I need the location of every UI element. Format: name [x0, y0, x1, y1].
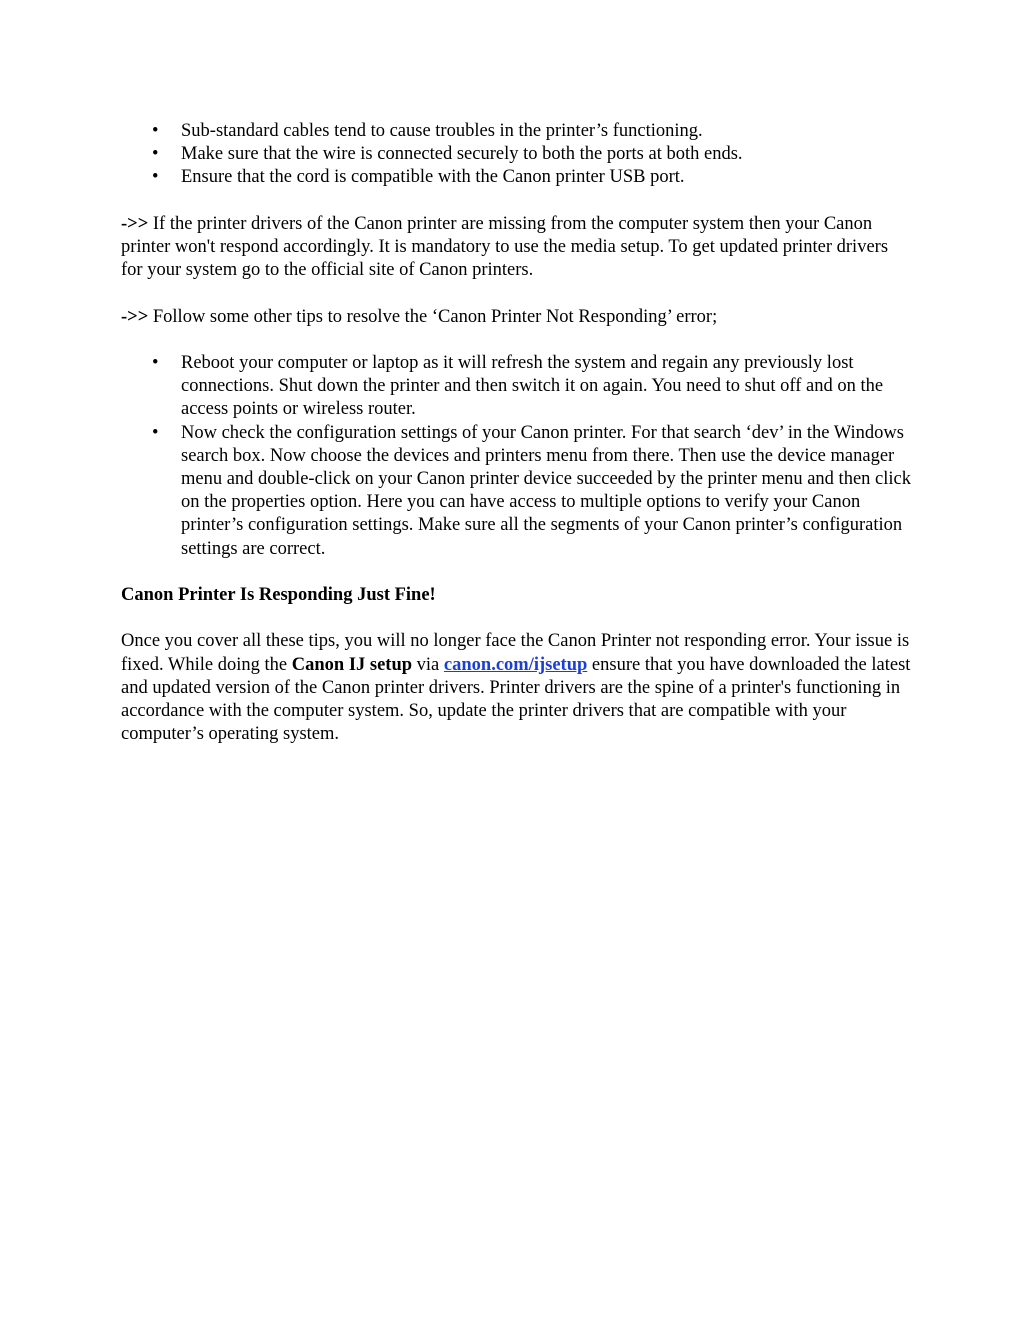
- canon-ijsetup-link[interactable]: canon.com/ijsetup: [443, 654, 588, 675]
- resolution-tips-list: [121, 352, 911, 561]
- list-item: [121, 166, 911, 189]
- list-item-text: Make sure that the wire is connected securely to both the ports at both ends.: [181, 144, 743, 165]
- paragraph-text: Follow some other tips to resolve the ‘Canon Printer Not Responding’ error;: [148, 306, 718, 327]
- bullet-icon: •: [152, 422, 159, 443]
- paragraph-text: Once you cover all these tips, you will no longer face the Canon Printer not responding error. Your issue is fixed. While doing the: [121, 631, 910, 675]
- list-item: [121, 120, 911, 143]
- drivers-paragraph: [121, 213, 911, 283]
- arrow-marker: ->>: [121, 306, 149, 327]
- section-heading: Canon Printer Is Responding Just Fine!: [121, 585, 436, 605]
- arrow-marker: ->>: [121, 213, 149, 234]
- list-item-text: Sub-standard cables tend to cause troubles in the printer’s functioning.: [181, 121, 703, 141]
- paragraph-text: If the printer drivers of the Canon printer are missing from the computer system then your Canon printer won't respond accordingly. It is mandatory to use the media setup. To get updated printer drivers for your system go to the official site of Canon printers.: [121, 213, 889, 281]
- list-item-text: Ensure that the cord is compatible with the Canon printer USB port.: [181, 167, 685, 188]
- bullet-icon: •: [152, 167, 159, 188]
- list-item: [121, 422, 911, 561]
- bullet-icon: •: [152, 121, 159, 141]
- conclusion-paragraph: [121, 630, 911, 746]
- bullet-icon: •: [152, 144, 159, 165]
- tips-intro-paragraph: [121, 306, 911, 329]
- list-item-text: Reboot your computer or laptop as it will refresh the system and regain any previously lost connections. Shut down the printer and then switch it on again. You need to shut off and on the access points or wireless router.: [181, 352, 884, 420]
- paragraph-text: via: [412, 654, 444, 675]
- paragraph-text: ensure that you have downloaded the latest and updated version of the Canon printer drivers. Printer drivers are the spine of a printer's functioning in accordance with the computer system. So, update the printer drivers that are compatible with your computer’s operating system.: [121, 654, 911, 745]
- list-item: [121, 143, 911, 166]
- list-item: [121, 352, 911, 422]
- list-item-text: Now check the configuration settings of your Canon printer. For that search ‘dev’ in the Windows search box. Now choose the devices and printers menu from there. Then use the device manager menu and double-click on your Canon printer device succeeded by the printer menu and then click on the properties option. Here you can have access to multiple options to verify your Canon printer’s configuration settings. Make sure all the segments of your Canon printer’s configuration settings are correct.: [181, 422, 911, 559]
- canon-ij-setup-bold: Canon IJ setup: [291, 654, 413, 675]
- bullet-icon: •: [152, 352, 159, 373]
- cable-tips-list: [121, 120, 911, 190]
- document-page: [121, 120, 911, 746]
